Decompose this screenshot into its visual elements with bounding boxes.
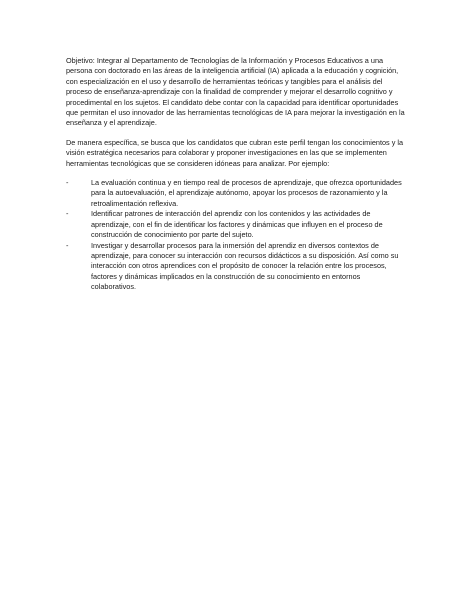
list-dash: - xyxy=(66,209,69,219)
list-item xyxy=(66,241,406,293)
list-dash: - xyxy=(66,178,69,188)
specific-paragraph: De manera específica, se busca que los candidatos que cubran este perfil tengan los conocimientos y la visión estratégica necesarios para colaborar y proponer investigaciones en las que se implementen herramientas tecnológicas que se consideren idóneas para analizar. Por ejemplo: xyxy=(66,137,404,168)
list-item xyxy=(66,209,406,240)
list-item xyxy=(66,178,406,209)
list-dash: - xyxy=(66,240,69,250)
list-item-text: Investigar y desarrollar procesos para la inmersión del aprendiz en diversos contextos de aprendizaje, para conocer su interacción con recursos didácticos a su disposición. Así como su interacción con otros aprendices con el propósito de conocer la relación entre los procesos, factores y dinámicas implicados en la construcción de su conocimiento en entornos colaborativos. xyxy=(91,240,399,292)
list-item-text: La evaluación continua y en tiempo real de procesos de aprendizaje, que ofrezca oportunidades para la autoevaluación, el aprendizaje autónomo, apoyar los procesos de razonamiento y la retroalimentación reflexiva. xyxy=(91,178,402,208)
examples-list xyxy=(66,178,406,292)
list-item-text: Identificar patrones de interacción del aprendiz con los contenidos y las actividades de aprendizaje, con el fin de identificar los factores y dinámicas que influyen en el proceso de construcción de conocimiento por parte del sujeto. xyxy=(91,209,383,240)
objective-paragraph: Objetivo: Integrar al Departamento de Tecnologías de la Información y Procesos Educativos a una persona con doctorado en las áreas de la inteligencia artificial (IA) aplicada a la educación y cognición, con especialización en el uso y desarrollo de herramientas teóricas y tangibles para el análisis del proceso de enseñanza-aprendizaje con la finalidad de comprender y mejorar el desarrollo cognitivo y procedimental en los sujetos. El candidato debe contar con la capacidad para identificar oportunidades que permitan el uso innovador de las herramientas tecnológicas de IA para mejorar la investigación en la enseñanza y el aprendizaje. xyxy=(66,56,405,128)
document-page xyxy=(66,56,406,293)
